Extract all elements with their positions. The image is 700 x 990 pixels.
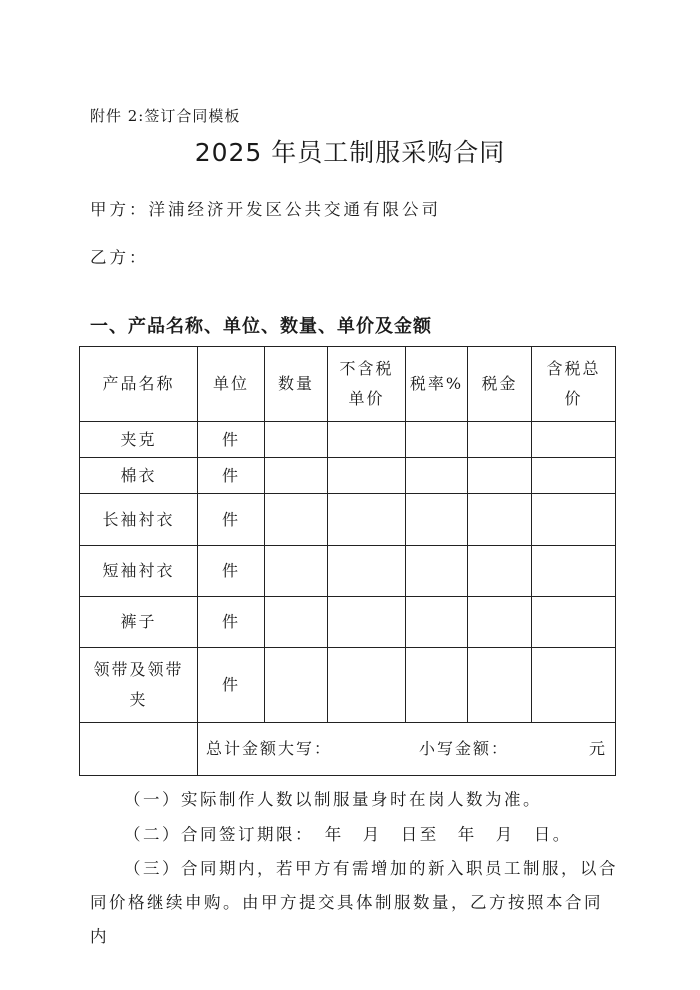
table-row [80, 494, 616, 546]
total-amount-words-label: 总计金额大写： [206, 739, 333, 758]
row-total-cell [532, 458, 616, 494]
row-quantity-cell [265, 494, 328, 546]
table-summary-row [80, 723, 616, 776]
party-a: 甲方：洋浦经济开发区公共交通有限公司 [90, 200, 441, 219]
row-quantity-cell [265, 597, 328, 648]
row-unit: 件 [198, 546, 265, 597]
total-amount-figures-label: 小写金额： [418, 739, 509, 758]
table-row [80, 422, 616, 458]
row-product-name: 长袖衬衣 [80, 494, 198, 546]
row-quantity-cell [265, 648, 328, 723]
header-unit-price [328, 347, 406, 422]
header-total-price-line1: 含税总 [546, 359, 601, 378]
table-row [80, 546, 616, 597]
row-total-cell [532, 648, 616, 723]
header-unit-price-line1: 不含税 [339, 359, 394, 378]
row-quantity-cell [265, 422, 328, 458]
row-product-name: 夹克 [80, 422, 198, 458]
row-unit: 件 [198, 422, 265, 458]
row-product-name [80, 648, 198, 723]
header-product-name: 产品名称 [80, 347, 198, 422]
section-heading: 一、产品名称、单位、数量、单价及金额 [90, 316, 432, 337]
row-rate-cell [406, 458, 468, 494]
row-product-name: 裤子 [80, 597, 198, 648]
row-unit: 件 [198, 597, 265, 648]
row-price-cell [328, 597, 406, 648]
attachment-label: 附件 2:签订合同模板 [90, 107, 241, 125]
row-rate-cell [406, 422, 468, 458]
header-unit: 单位 [198, 347, 265, 422]
table-row [80, 648, 616, 723]
row-tax-cell [468, 597, 532, 648]
row-tax-cell [468, 546, 532, 597]
header-unit-price-line2: 单价 [348, 389, 385, 408]
summary-cell [198, 723, 616, 776]
clause-3-line1 [90, 852, 620, 886]
row-total-cell [532, 597, 616, 648]
clause-3-text-line1: （三）合同期内，若甲方有需增加的新入职员工制服，以合 [124, 859, 618, 878]
row-tax-cell [468, 648, 532, 723]
summary-blank-cell [80, 723, 198, 776]
row-product-name: 短袖衬衣 [80, 546, 198, 597]
row-total-cell [532, 494, 616, 546]
row-rate-cell [406, 494, 468, 546]
table-row [80, 458, 616, 494]
row-product-name-line1: 领带及领带 [93, 660, 184, 679]
clause-1 [90, 783, 620, 817]
row-price-cell [328, 546, 406, 597]
header-tax: 税金 [468, 347, 532, 422]
row-rate-cell [406, 648, 468, 723]
party-b: 乙方： [90, 248, 149, 267]
header-total-price [532, 347, 616, 422]
header-total-price-line2: 价 [564, 389, 583, 408]
clause-2-text: （二）合同签订期限： 年 月 日至 年 月 日。 [124, 825, 572, 844]
row-quantity-cell [265, 458, 328, 494]
row-tax-cell [468, 422, 532, 458]
row-unit: 件 [198, 494, 265, 546]
clause-1-text: （一）实际制作人数以制服量身时在岗人数为准。 [124, 790, 542, 809]
row-product-name: 棉衣 [80, 458, 198, 494]
row-total-cell [532, 546, 616, 597]
row-price-cell [328, 648, 406, 723]
clause-2 [90, 818, 620, 852]
row-price-cell [328, 422, 406, 458]
row-price-cell [328, 494, 406, 546]
row-rate-cell [406, 597, 468, 648]
header-tax-rate: 税率% [406, 347, 468, 422]
row-total-cell [532, 422, 616, 458]
row-price-cell [328, 458, 406, 494]
row-unit: 件 [198, 648, 265, 723]
header-quantity: 数量 [265, 347, 328, 422]
table-header-row [80, 347, 616, 422]
currency-unit: 元 [588, 739, 607, 758]
clause-3-line2 [90, 886, 620, 954]
row-quantity-cell [265, 546, 328, 597]
document-title: 2025 年员工制服采购合同 [194, 138, 506, 167]
clause-3-text-line2: 同价格继续申购。由甲方提交具体制服数量，乙方按照本合同内 [90, 893, 603, 946]
row-tax-cell [468, 494, 532, 546]
row-unit: 件 [198, 458, 265, 494]
row-rate-cell [406, 546, 468, 597]
row-tax-cell [468, 458, 532, 494]
row-product-name-line2: 夹 [129, 690, 148, 709]
product-table [79, 346, 616, 776]
table-row [80, 597, 616, 648]
